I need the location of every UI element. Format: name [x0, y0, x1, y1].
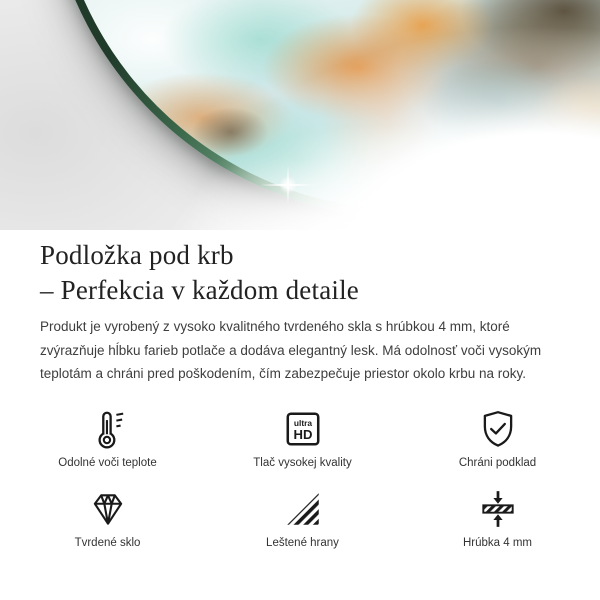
thickness-icon — [477, 487, 519, 531]
hero-product-image — [0, 0, 600, 230]
ultra-label: ultra — [293, 417, 312, 428]
diamond-icon — [87, 487, 129, 531]
feature-print-quality — [205, 407, 400, 471]
hd-label: HD — [293, 426, 312, 442]
feature-label: Leštené hrany — [266, 536, 339, 549]
feature-label: Chráni podklad — [458, 456, 537, 469]
page-title — [40, 238, 560, 308]
feature-label: Odolné voči teplote — [58, 456, 157, 469]
title-line-2: – Perfekcia v každom detaile — [40, 275, 359, 305]
feature-label: Hrúbka 4 mm — [462, 536, 533, 549]
product-description: Produkt je vyrobený z vysoko kvalitného tvrdeného skla s hrúbkou 4 mm, ktoré zvýrazňuje hĺbku farieb potlače a dodáva elegantný lesk. Má odolnosť voči vysokým teplotám a chráni pred poškodením, čím zabezpečuje priestor okolo krbu na roky. — [40, 319, 542, 381]
polished-edges-icon — [282, 487, 324, 531]
feature-heat-resistant — [10, 407, 205, 471]
thermometer-icon — [87, 407, 129, 451]
feature-polished-edges — [205, 487, 400, 551]
feature-thickness — [400, 487, 595, 551]
glass-disc-marble-print — [53, 0, 600, 210]
feature-tempered-glass — [10, 487, 205, 551]
features-grid — [0, 407, 600, 551]
shield-check-icon — [477, 407, 519, 451]
ultra-hd-icon — [282, 407, 324, 451]
title-line-1: Podložka pod krb — [40, 240, 234, 270]
feature-label: Tlač vysokej kvality — [253, 456, 352, 469]
feature-label: Tvrdené sklo — [74, 536, 141, 549]
feature-protects-base — [400, 407, 595, 471]
glass-disc-edge — [45, 0, 600, 218]
